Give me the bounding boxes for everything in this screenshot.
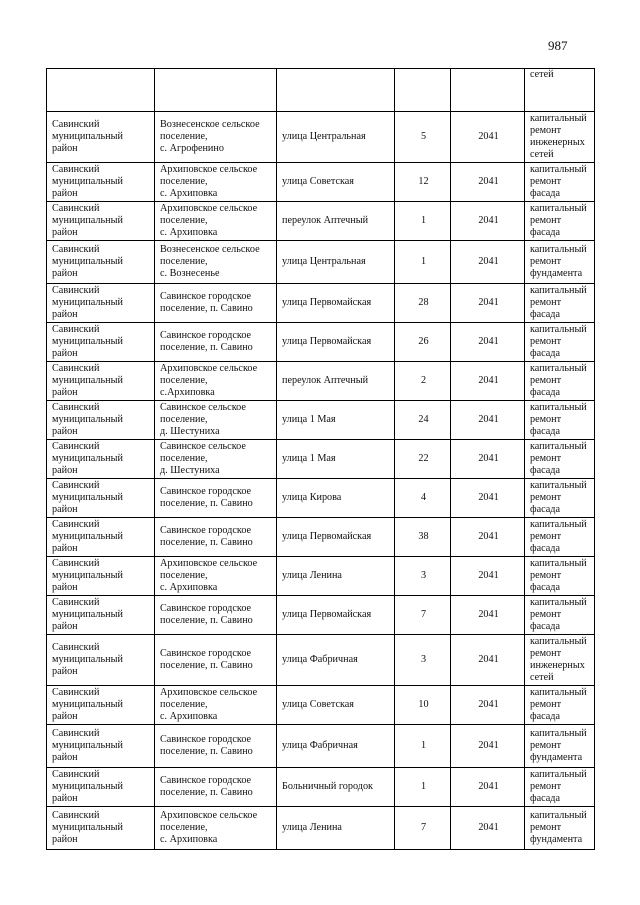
cell-street: улица 1 Мая	[277, 440, 395, 479]
table-row	[47, 807, 595, 850]
cell-settlement: Савинское городское поселение, п. Савино	[155, 596, 277, 635]
cell-work-type: сетей	[525, 69, 595, 112]
cell-street: улица Первомайская	[277, 596, 395, 635]
table-row	[47, 479, 595, 518]
cell-district: Савинский муниципальный район	[47, 202, 155, 241]
cell-house-number: 1	[395, 241, 451, 284]
cell-year: 2041	[451, 635, 525, 686]
cell-year: 2041	[451, 596, 525, 635]
table-row	[47, 557, 595, 596]
cell-street	[277, 69, 395, 112]
cell-district	[47, 69, 155, 112]
cell-house-number: 28	[395, 284, 451, 323]
cell-work-type: капитальный ремонт фасада	[525, 686, 595, 725]
cell-street: улица Советская	[277, 163, 395, 202]
cell-house-number: 7	[395, 807, 451, 850]
cell-settlement: Архиповское сельское поселение, с. Архиповка	[155, 686, 277, 725]
cell-work-type: капитальный ремонт фасада	[525, 768, 595, 807]
cell-work-type: капитальный ремонт инженерных сетей	[525, 635, 595, 686]
cell-street: улица Советская	[277, 686, 395, 725]
cell-year	[451, 69, 525, 112]
cell-district: Савинский муниципальный район	[47, 163, 155, 202]
cell-district: Савинский муниципальный район	[47, 768, 155, 807]
cell-year: 2041	[451, 725, 525, 768]
cell-year: 2041	[451, 401, 525, 440]
cell-district: Савинский муниципальный район	[47, 323, 155, 362]
cell-work-type: капитальный ремонт инженерных сетей	[525, 112, 595, 163]
cell-year: 2041	[451, 768, 525, 807]
housing-repair-table	[46, 68, 595, 850]
cell-street: улица Ленина	[277, 557, 395, 596]
cell-house-number: 10	[395, 686, 451, 725]
table-row	[47, 241, 595, 284]
cell-street: улица Фабричная	[277, 725, 395, 768]
table-body	[47, 69, 595, 850]
cell-street: улица Первомайская	[277, 518, 395, 557]
table-row	[47, 768, 595, 807]
cell-year: 2041	[451, 479, 525, 518]
table-row	[47, 163, 595, 202]
cell-settlement: Савинское городское поселение, п. Савино	[155, 725, 277, 768]
cell-year: 2041	[451, 518, 525, 557]
cell-street: улица Фабричная	[277, 635, 395, 686]
cell-house-number: 2	[395, 362, 451, 401]
cell-year: 2041	[451, 284, 525, 323]
cell-district: Савинский муниципальный район	[47, 284, 155, 323]
table-row	[47, 596, 595, 635]
cell-district: Савинский муниципальный район	[47, 440, 155, 479]
cell-settlement: Архиповское сельское поселение, с. Архиповка	[155, 807, 277, 850]
cell-house-number: 38	[395, 518, 451, 557]
cell-settlement: Вознесенское сельское поселение, с. Вознесенье	[155, 241, 277, 284]
cell-house-number: 7	[395, 596, 451, 635]
cell-street: улица Центральная	[277, 241, 395, 284]
table-row	[47, 362, 595, 401]
cell-house-number: 1	[395, 725, 451, 768]
cell-district: Савинский муниципальный район	[47, 401, 155, 440]
table-row	[47, 518, 595, 557]
table-row	[47, 635, 595, 686]
cell-year: 2041	[451, 440, 525, 479]
cell-house-number: 5	[395, 112, 451, 163]
cell-street: улица 1 Мая	[277, 401, 395, 440]
cell-work-type: капитальный ремонт фасада	[525, 362, 595, 401]
cell-district: Савинский муниципальный район	[47, 807, 155, 850]
table-row	[47, 440, 595, 479]
cell-year: 2041	[451, 323, 525, 362]
cell-work-type: капитальный ремонт фундамента	[525, 725, 595, 768]
page-number: 987	[548, 38, 568, 53]
cell-district: Савинский муниципальный район	[47, 557, 155, 596]
cell-street: Больничный городок	[277, 768, 395, 807]
cell-settlement: Савинское городское поселение, п. Савино	[155, 768, 277, 807]
cell-district: Савинский муниципальный район	[47, 518, 155, 557]
cell-settlement: Вознесенское сельское поселение, с. Агрофенино	[155, 112, 277, 163]
cell-district: Савинский муниципальный район	[47, 686, 155, 725]
cell-settlement: Савинское сельское поселение, д. Шестуниха	[155, 440, 277, 479]
table-row	[47, 284, 595, 323]
cell-house-number: 26	[395, 323, 451, 362]
cell-district: Савинский муниципальный район	[47, 362, 155, 401]
cell-settlement: Савинское городское поселение, п. Савино	[155, 479, 277, 518]
cell-settlement: Савинское городское поселение, п. Савино	[155, 518, 277, 557]
cell-year: 2041	[451, 807, 525, 850]
cell-street: улица Первомайская	[277, 323, 395, 362]
cell-work-type: капитальный ремонт фасада	[525, 557, 595, 596]
cell-work-type: капитальный ремонт фасада	[525, 401, 595, 440]
cell-house-number	[395, 69, 451, 112]
cell-work-type: капитальный ремонт фасада	[525, 202, 595, 241]
cell-year: 2041	[451, 557, 525, 596]
cell-house-number: 12	[395, 163, 451, 202]
cell-house-number: 3	[395, 557, 451, 596]
cell-house-number: 1	[395, 768, 451, 807]
cell-street: переулок Аптечный	[277, 362, 395, 401]
cell-house-number: 3	[395, 635, 451, 686]
cell-work-type: капитальный ремонт фундамента	[525, 807, 595, 850]
cell-work-type: капитальный ремонт фундамента	[525, 241, 595, 284]
cell-district: Савинский муниципальный район	[47, 635, 155, 686]
cell-street: улица Первомайская	[277, 284, 395, 323]
cell-settlement: Архиповское сельское поселение, с. Архиповка	[155, 163, 277, 202]
cell-settlement: Савинское городское поселение, п. Савино	[155, 284, 277, 323]
cell-house-number: 4	[395, 479, 451, 518]
cell-house-number: 22	[395, 440, 451, 479]
cell-year: 2041	[451, 686, 525, 725]
cell-work-type: капитальный ремонт фасада	[525, 518, 595, 557]
table-row	[47, 323, 595, 362]
cell-work-type: капитальный ремонт фасада	[525, 284, 595, 323]
cell-year: 2041	[451, 362, 525, 401]
cell-work-type: капитальный ремонт фасада	[525, 596, 595, 635]
cell-work-type: капитальный ремонт фасада	[525, 323, 595, 362]
cell-settlement: Савинское городское поселение, п. Савино	[155, 635, 277, 686]
cell-settlement: Архиповское сельское поселение, с.Архиповка	[155, 362, 277, 401]
cell-year: 2041	[451, 202, 525, 241]
cell-street: улица Центральная	[277, 112, 395, 163]
cell-district: Савинский муниципальный район	[47, 725, 155, 768]
cell-settlement: Савинское сельское поселение, д. Шестуниха	[155, 401, 277, 440]
cell-settlement: Архиповское сельское поселение, с. Архиповка	[155, 202, 277, 241]
cell-year: 2041	[451, 241, 525, 284]
cell-street: улица Ленина	[277, 807, 395, 850]
cell-district: Савинский муниципальный район	[47, 479, 155, 518]
cell-district: Савинский муниципальный район	[47, 596, 155, 635]
cell-settlement: Архиповское сельское поселение, с. Архиповка	[155, 557, 277, 596]
cell-work-type: капитальный ремонт фасада	[525, 440, 595, 479]
cell-work-type: капитальный ремонт фасада	[525, 163, 595, 202]
table-row	[47, 686, 595, 725]
cell-house-number: 24	[395, 401, 451, 440]
cell-settlement	[155, 69, 277, 112]
table-row	[47, 112, 595, 163]
cell-street: переулок Аптечный	[277, 202, 395, 241]
cell-year: 2041	[451, 112, 525, 163]
table-row	[47, 725, 595, 768]
cell-district: Савинский муниципальный район	[47, 241, 155, 284]
cell-work-type: капитальный ремонт фасада	[525, 479, 595, 518]
table-row	[47, 202, 595, 241]
table-row	[47, 401, 595, 440]
cell-street: улица Кирова	[277, 479, 395, 518]
cell-house-number: 1	[395, 202, 451, 241]
table-row-continuation	[47, 69, 595, 112]
cell-year: 2041	[451, 163, 525, 202]
cell-district: Савинский муниципальный район	[47, 112, 155, 163]
cell-settlement: Савинское городское поселение, п. Савино	[155, 323, 277, 362]
